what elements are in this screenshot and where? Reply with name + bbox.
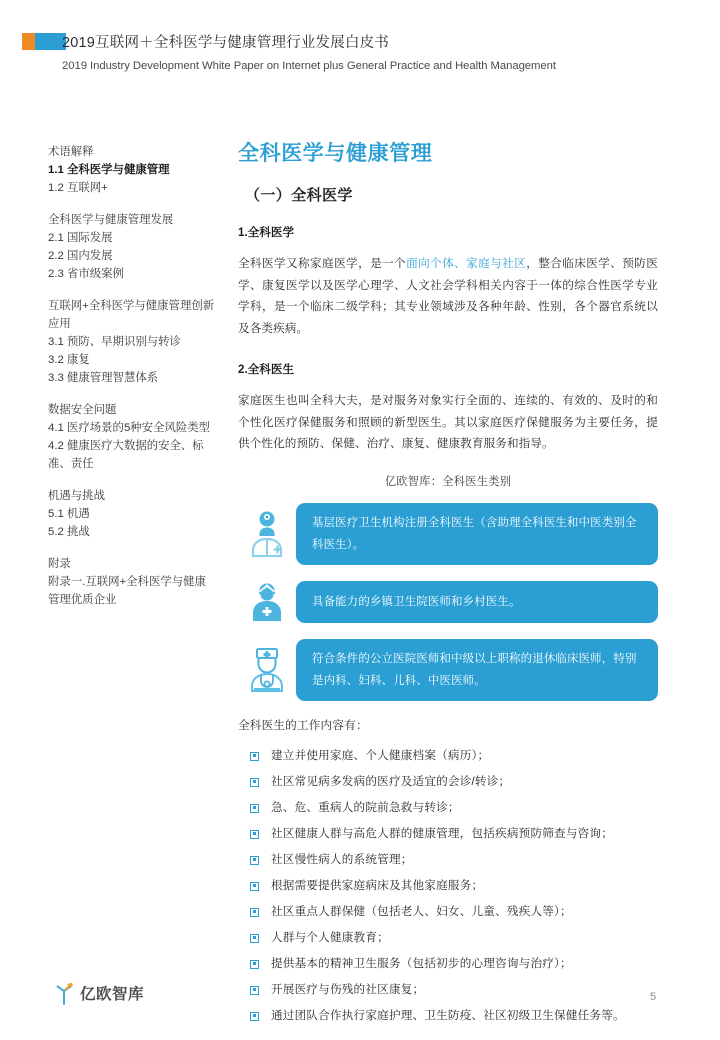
toc-group-head: 术语解释 (48, 146, 94, 158)
gp-category-row (238, 575, 658, 629)
checkbox-bullet-icon (250, 778, 259, 787)
toc-group (48, 143, 216, 197)
list-item (238, 904, 658, 919)
page-title: 全科医学与健康管理 (238, 142, 433, 165)
toc-group-head: 数据安全问题 (48, 404, 117, 416)
figure-caption: 亿欧智库：全科医生类别 (384, 475, 512, 488)
para-text-after: ，整合临床医学、预防医学、康复医学以及医学心理学、人文社会学科相关内容于一体的综合性医学专业学科，是一个临床二级学科；其专业领域涉及各种年龄、性别，各个器官系统以及各类疾病。 (238, 257, 658, 335)
header-title-cn: 2019互联网＋全科医学与健康管理行业发展白皮书 (62, 35, 390, 51)
toc-group-head: 互联网+全科医学与健康管理创新应用 (48, 300, 215, 330)
toc-group (48, 555, 216, 609)
subsection-title-2: 2.全科医生 (238, 363, 295, 376)
toc-item-2-1[interactable]: 2.1 国际发展 (48, 232, 113, 244)
toc-item-2-2[interactable]: 2.2 国内发展 (48, 250, 113, 262)
list-item (238, 826, 658, 841)
list-item (238, 852, 658, 867)
list-item (238, 1008, 658, 1023)
list-item-label: 建立并使用家庭、个人健康档案（病历）； (271, 748, 490, 762)
toc-group (48, 211, 216, 283)
toc-group-head: 机遇与挑战 (48, 490, 105, 502)
gp-category-text: 基层医疗卫生机构注册全科医生（含助理全科医生和中医类别全科医生）。 (296, 503, 658, 565)
list-item (238, 956, 658, 971)
checkbox-bullet-icon (250, 986, 259, 995)
toc-group-head: 全科医学与健康管理发展 (48, 214, 174, 226)
paragraph-general-practice (238, 253, 658, 339)
list-item (238, 982, 658, 997)
toc-item-5-1[interactable]: 5.1 机遇 (48, 508, 90, 520)
stethoscope-doctor-icon (238, 643, 296, 697)
list-item-label: 急、危、重病人的院前急救与转诊； (271, 800, 460, 814)
toc-item-3-2[interactable]: 3.2 康复 (48, 354, 90, 366)
list-item-label: 社区慢性病人的系统管理； (271, 852, 413, 866)
rural-doctor-icon (238, 575, 296, 629)
list-item-label: 人群与个人健康教育； (271, 930, 389, 944)
toc-group (48, 297, 216, 387)
toc-item-5-2[interactable]: 5.2 挑战 (48, 526, 90, 538)
toc-group-head: 附录 (48, 558, 71, 570)
list-item-label: 开展医疗与伤残的社区康复； (271, 982, 425, 996)
list-item (238, 930, 658, 945)
gp-category-row (238, 503, 658, 565)
table-of-contents (48, 143, 216, 609)
checkbox-bullet-icon (250, 882, 259, 891)
page-header (0, 0, 720, 96)
checkbox-bullet-icon (250, 804, 259, 813)
toc-item-3-1[interactable]: 3.1 预防、早期识别与转诊 (48, 336, 181, 348)
toc-item-appendix-1[interactable]: 附录一.互联网+全科医学与健康管理优质企业 (48, 576, 206, 606)
footer-logo (52, 980, 144, 1006)
checkbox-bullet-icon (250, 960, 259, 969)
gp-category-row (238, 639, 658, 701)
list-item (238, 878, 658, 893)
checkbox-bullet-icon (250, 856, 259, 865)
list-item-label: 根据需要提供家庭病床及其他家庭服务； (271, 878, 484, 892)
main-content (238, 140, 658, 1034)
checkbox-bullet-icon (250, 908, 259, 917)
doctor-headmirror-icon (238, 507, 296, 561)
list-item-label: 社区重点人群保健（包括老人、妇女、儿童、残疾人等）； (271, 904, 572, 918)
yiou-wheat-logo-icon (52, 980, 78, 1006)
checkbox-bullet-icon (250, 1012, 259, 1021)
list-item (238, 774, 658, 789)
paragraph-general-practitioner: 家庭医生也叫全科大夫，是对服务对象实行全面的、连续的、有效的、及时的和个性化医疗保健服务和照顾的新型医生。其以家庭医疗保健服务为主要任务，提供个性化的预防、保健、治疗、康复、健康教育服务和指导。 (238, 394, 658, 450)
toc-item-4-2[interactable]: 4.2 健康医疗大数据的安全、标准、责任 (48, 440, 204, 470)
toc-item-2-3[interactable]: 2.3 省市级案例 (48, 268, 124, 280)
toc-item-1-2[interactable]: 1.2 互联网+ (48, 182, 108, 194)
header-title-en: 2019 Industry Development White Paper on Internet plus General Practice and Health Management (62, 60, 556, 72)
list-item-label: 通过团队合作执行家庭护理、卫生防疫、社区初级卫生保健任务等。 (271, 1008, 625, 1022)
page-number: 5 (650, 991, 657, 1003)
highlighted-phrase: 面向个体、家庭与社区 (406, 257, 527, 270)
work-content-list (238, 748, 658, 1023)
gp-category-text: 具备能力的乡镇卫生院医师和乡村医生。 (296, 581, 658, 623)
list-item (238, 800, 658, 815)
header-color-marks (22, 33, 66, 50)
footer-logo-text: 亿欧智库 (80, 986, 145, 1003)
gp-category-text: 符合条件的公立医院医师和中级以上职称的退休临床医师，特别是内科、妇科、儿科、中医医师。 (296, 639, 658, 701)
checkbox-bullet-icon (250, 934, 259, 943)
gp-category-list (238, 503, 658, 701)
work-content-intro: 全科医生的工作内容有： (238, 718, 368, 732)
toc-item-3-3[interactable]: 3.3 健康管理智慧体系 (48, 372, 159, 384)
list-item (238, 748, 658, 763)
checkbox-bullet-icon (250, 752, 259, 761)
list-item-label: 提供基本的精神卫生服务（包括初步的心理咨询与治疗）； (271, 956, 572, 970)
orange-square-icon (22, 33, 35, 50)
toc-group (48, 401, 216, 473)
section-title: （一）全科医学 (245, 187, 353, 204)
para-text-before: 全科医学又称家庭医学，是一个 (238, 257, 407, 270)
list-item-label: 社区健康人群与高危人群的健康管理，包括疾病预防筛查与咨询； (271, 826, 614, 840)
checkbox-bullet-icon (250, 830, 259, 839)
subsection-title-1: 1.全科医学 (238, 226, 295, 239)
toc-item-1-1[interactable]: 1.1 全科医学与健康管理 (48, 164, 170, 176)
toc-item-4-1[interactable]: 4.1 医疗场景的5种安全风险类型 (48, 422, 211, 434)
toc-group (48, 487, 216, 541)
list-item-label: 社区常见病多发病的医疗及适宜的会诊/转诊； (271, 774, 511, 788)
